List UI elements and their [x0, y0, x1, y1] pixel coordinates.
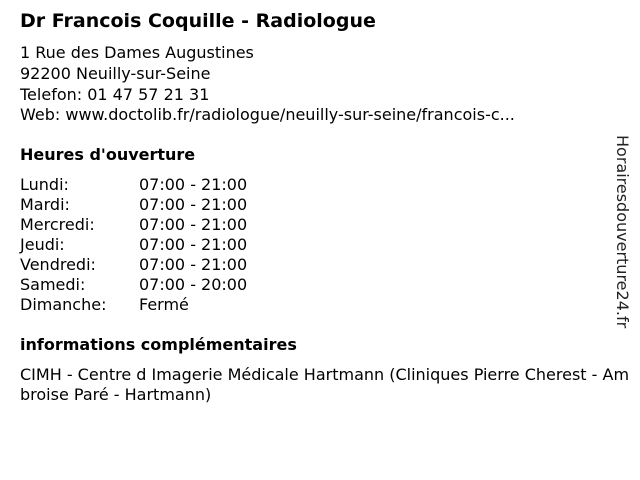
hours-time: 07:00 - 21:00	[139, 175, 248, 194]
website-link[interactable]: Web: www.doctolib.fr/radiologue/neuilly-sur-seine/francois-c...	[20, 105, 515, 124]
hours-day: Jeudi:	[20, 235, 65, 254]
info-text: CIMH - Centre d Imagerie Médicale Hartmann (Cliniques Pierre Cherest - Ambroise Paré - Hartmann)	[20, 365, 630, 404]
hours-row-wednesday	[20, 215, 247, 235]
hours-heading: Heures d'ouverture	[20, 145, 196, 164]
hours-day: Samedi:	[20, 275, 86, 294]
hours-day: Mercredi:	[20, 215, 95, 234]
address-street: 1 Rue des Dames Augustines	[20, 43, 254, 62]
address-city: 92200 Neuilly-sur-Seine	[20, 64, 211, 83]
hours-row-tuesday	[20, 195, 247, 215]
hours-time: Fermé	[139, 295, 189, 314]
page-title: Dr Francois Coquille - Radiologue	[20, 10, 376, 32]
phone-number: Telefon: 01 47 57 21 31	[20, 85, 210, 104]
watermark-text: Horairesdouverture24.fr	[613, 135, 632, 329]
hours-row-monday	[20, 175, 247, 195]
hours-time: 07:00 - 21:00	[139, 215, 248, 234]
hours-day: Mardi:	[20, 195, 70, 214]
hours-row-friday	[20, 255, 247, 275]
hours-day: Lundi:	[20, 175, 69, 194]
info-heading: informations complémentaires	[20, 335, 297, 354]
hours-row-saturday	[20, 275, 247, 295]
watermark	[612, 135, 632, 345]
hours-time: 07:00 - 21:00	[139, 235, 248, 254]
hours-time: 07:00 - 20:00	[139, 275, 248, 294]
hours-day: Dimanche:	[20, 295, 107, 314]
hours-row-sunday	[20, 295, 189, 315]
hours-row-thursday	[20, 235, 247, 255]
hours-day: Vendredi:	[20, 255, 96, 274]
hours-time: 07:00 - 21:00	[139, 195, 248, 214]
hours-time: 07:00 - 21:00	[139, 255, 248, 274]
